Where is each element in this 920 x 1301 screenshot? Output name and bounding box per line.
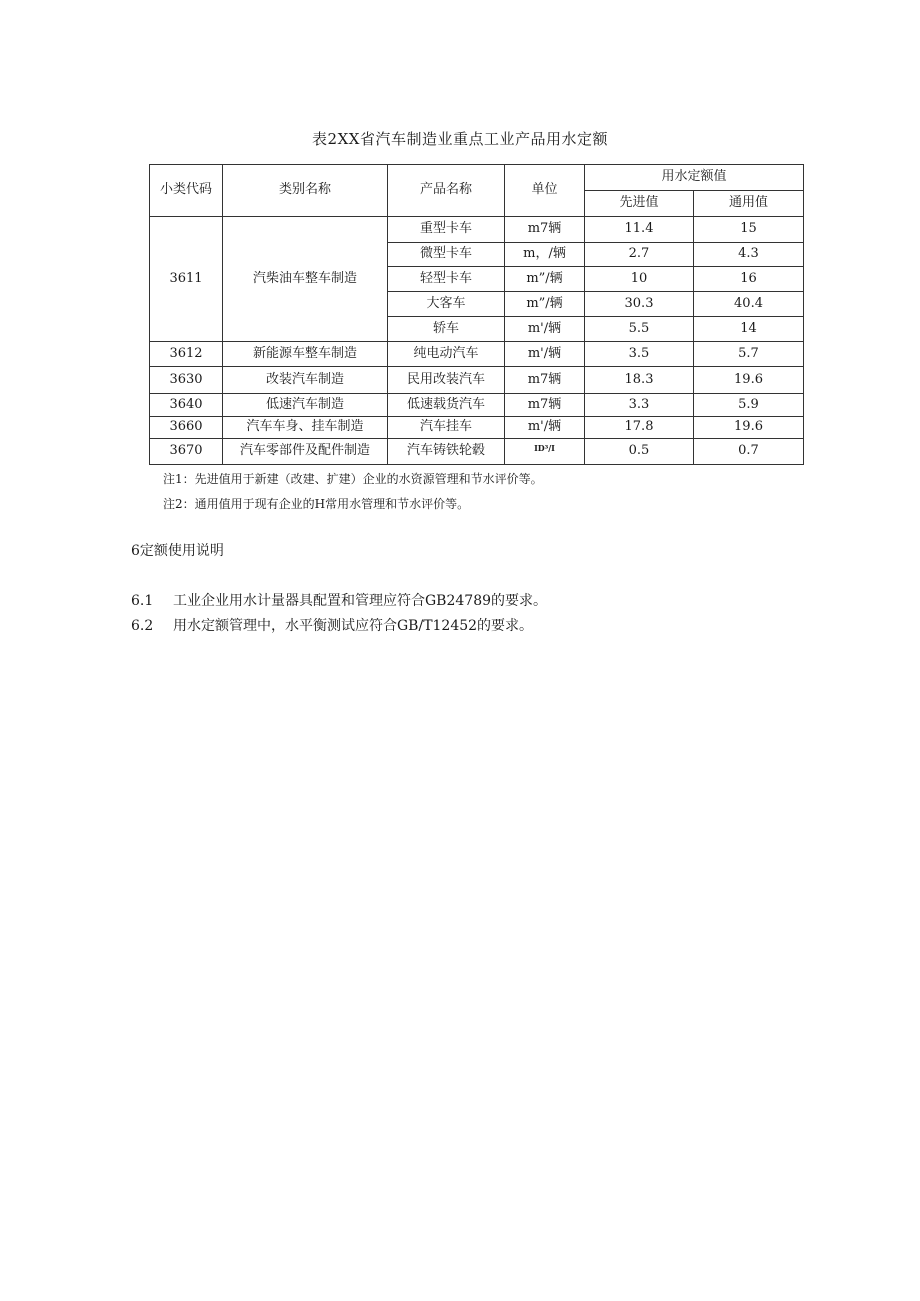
cell-unit: m7辆 <box>505 367 585 394</box>
cell-advanced: 17.8 <box>585 417 694 439</box>
cell-category: 汽车零部件及配件制造 <box>223 439 388 465</box>
cell-general: 0.7 <box>694 439 804 465</box>
cell-general: 16 <box>694 267 804 292</box>
cell-advanced: 0.5 <box>585 439 694 465</box>
table-title: 表2XX省汽车制造业重点工业产品用水定额 <box>312 130 608 148</box>
cell-general: 15 <box>694 217 804 243</box>
cell-unit <box>505 439 585 465</box>
header-code: 小类代码 <box>150 165 223 217</box>
cell-code: 3670 <box>150 439 223 465</box>
cell-category: 汽车车身、挂车制造 <box>223 417 388 439</box>
cell-product: 民用改装汽车 <box>388 367 505 394</box>
table-row <box>150 342 804 367</box>
cell-advanced: 30.3 <box>585 292 694 317</box>
cell-code: 3612 <box>150 342 223 367</box>
clause-text: 用水定额管理中，水平衡测试应符合GB/T12452的要求。 <box>173 618 534 634</box>
clause-number: 6.1 <box>131 593 154 609</box>
cell-advanced: 3.5 <box>585 342 694 367</box>
cell-category: 新能源车整车制造 <box>223 342 388 367</box>
unit-superscript-text: ID³/I <box>534 443 555 454</box>
cell-category: 低速汽车制造 <box>223 394 388 417</box>
cell-advanced: 3.3 <box>585 394 694 417</box>
table-row <box>150 217 804 243</box>
cell-general: 19.6 <box>694 367 804 394</box>
clause-6-1 <box>131 590 547 610</box>
cell-advanced: 11.4 <box>585 217 694 243</box>
cell-general: 19.6 <box>694 417 804 439</box>
clause-number: 6.2 <box>131 618 154 634</box>
header-general: 通用值 <box>694 191 804 217</box>
water-quota-table <box>149 164 804 465</box>
cell-unit: m'/辆 <box>505 417 585 439</box>
cell-general: 4.3 <box>694 243 804 267</box>
cell-product: 低速载货汽车 <box>388 394 505 417</box>
cell-unit: m'/辆 <box>505 342 585 367</box>
cell-advanced: 10 <box>585 267 694 292</box>
cell-code: 3640 <box>150 394 223 417</box>
cell-general: 40.4 <box>694 292 804 317</box>
cell-advanced: 5.5 <box>585 317 694 342</box>
cell-product: 纯电动汽车 <box>388 342 505 367</box>
section-heading: 6定额使用说明 <box>131 543 224 559</box>
cell-unit: m7辆 <box>505 217 585 243</box>
cell-code: 3630 <box>150 367 223 394</box>
cell-general: 5.7 <box>694 342 804 367</box>
note-1: 注1：先进值用于新建（改建、扩建）企业的水资源管理和节水评价等。 <box>163 472 543 486</box>
cell-code: 3660 <box>150 417 223 439</box>
cell-general: 5.9 <box>694 394 804 417</box>
cell-unit: m”/辆 <box>505 267 585 292</box>
cell-product: 轻型卡车 <box>388 267 505 292</box>
cell-advanced: 18.3 <box>585 367 694 394</box>
cell-unit: m，/辆 <box>505 243 585 267</box>
cell-category: 改装汽车制造 <box>223 367 388 394</box>
header-advanced: 先进值 <box>585 191 694 217</box>
cell-product: 轿车 <box>388 317 505 342</box>
cell-general: 14 <box>694 317 804 342</box>
cell-unit: m”/辆 <box>505 292 585 317</box>
cell-category: 汽柴油车整车制造 <box>223 217 388 342</box>
cell-product: 大客车 <box>388 292 505 317</box>
cell-code: 3611 <box>150 217 223 342</box>
header-category: 类别名称 <box>223 165 388 217</box>
table-row <box>150 439 804 465</box>
table-row <box>150 417 804 439</box>
cell-product: 汽车挂车 <box>388 417 505 439</box>
cell-product: 微型卡车 <box>388 243 505 267</box>
cell-unit: m'/辆 <box>505 317 585 342</box>
header-unit: 单位 <box>505 165 585 217</box>
cell-unit: m7辆 <box>505 394 585 417</box>
clause-6-2 <box>131 615 533 635</box>
cell-advanced: 2.7 <box>585 243 694 267</box>
table-row <box>150 394 804 417</box>
header-product: 产品名称 <box>388 165 505 217</box>
table-row <box>150 367 804 394</box>
note-2: 注2：通用值用于现有企业的H常用水管理和节水评价等。 <box>163 497 470 511</box>
header-quota: 用水定额值 <box>585 165 804 191</box>
cell-product: 重型卡车 <box>388 217 505 243</box>
cell-product: 汽车铸铁轮毂 <box>388 439 505 465</box>
clause-text: 工业企业用水计量器具配置和管理应符合GB24789的要求。 <box>173 593 548 609</box>
header-row <box>150 165 804 191</box>
